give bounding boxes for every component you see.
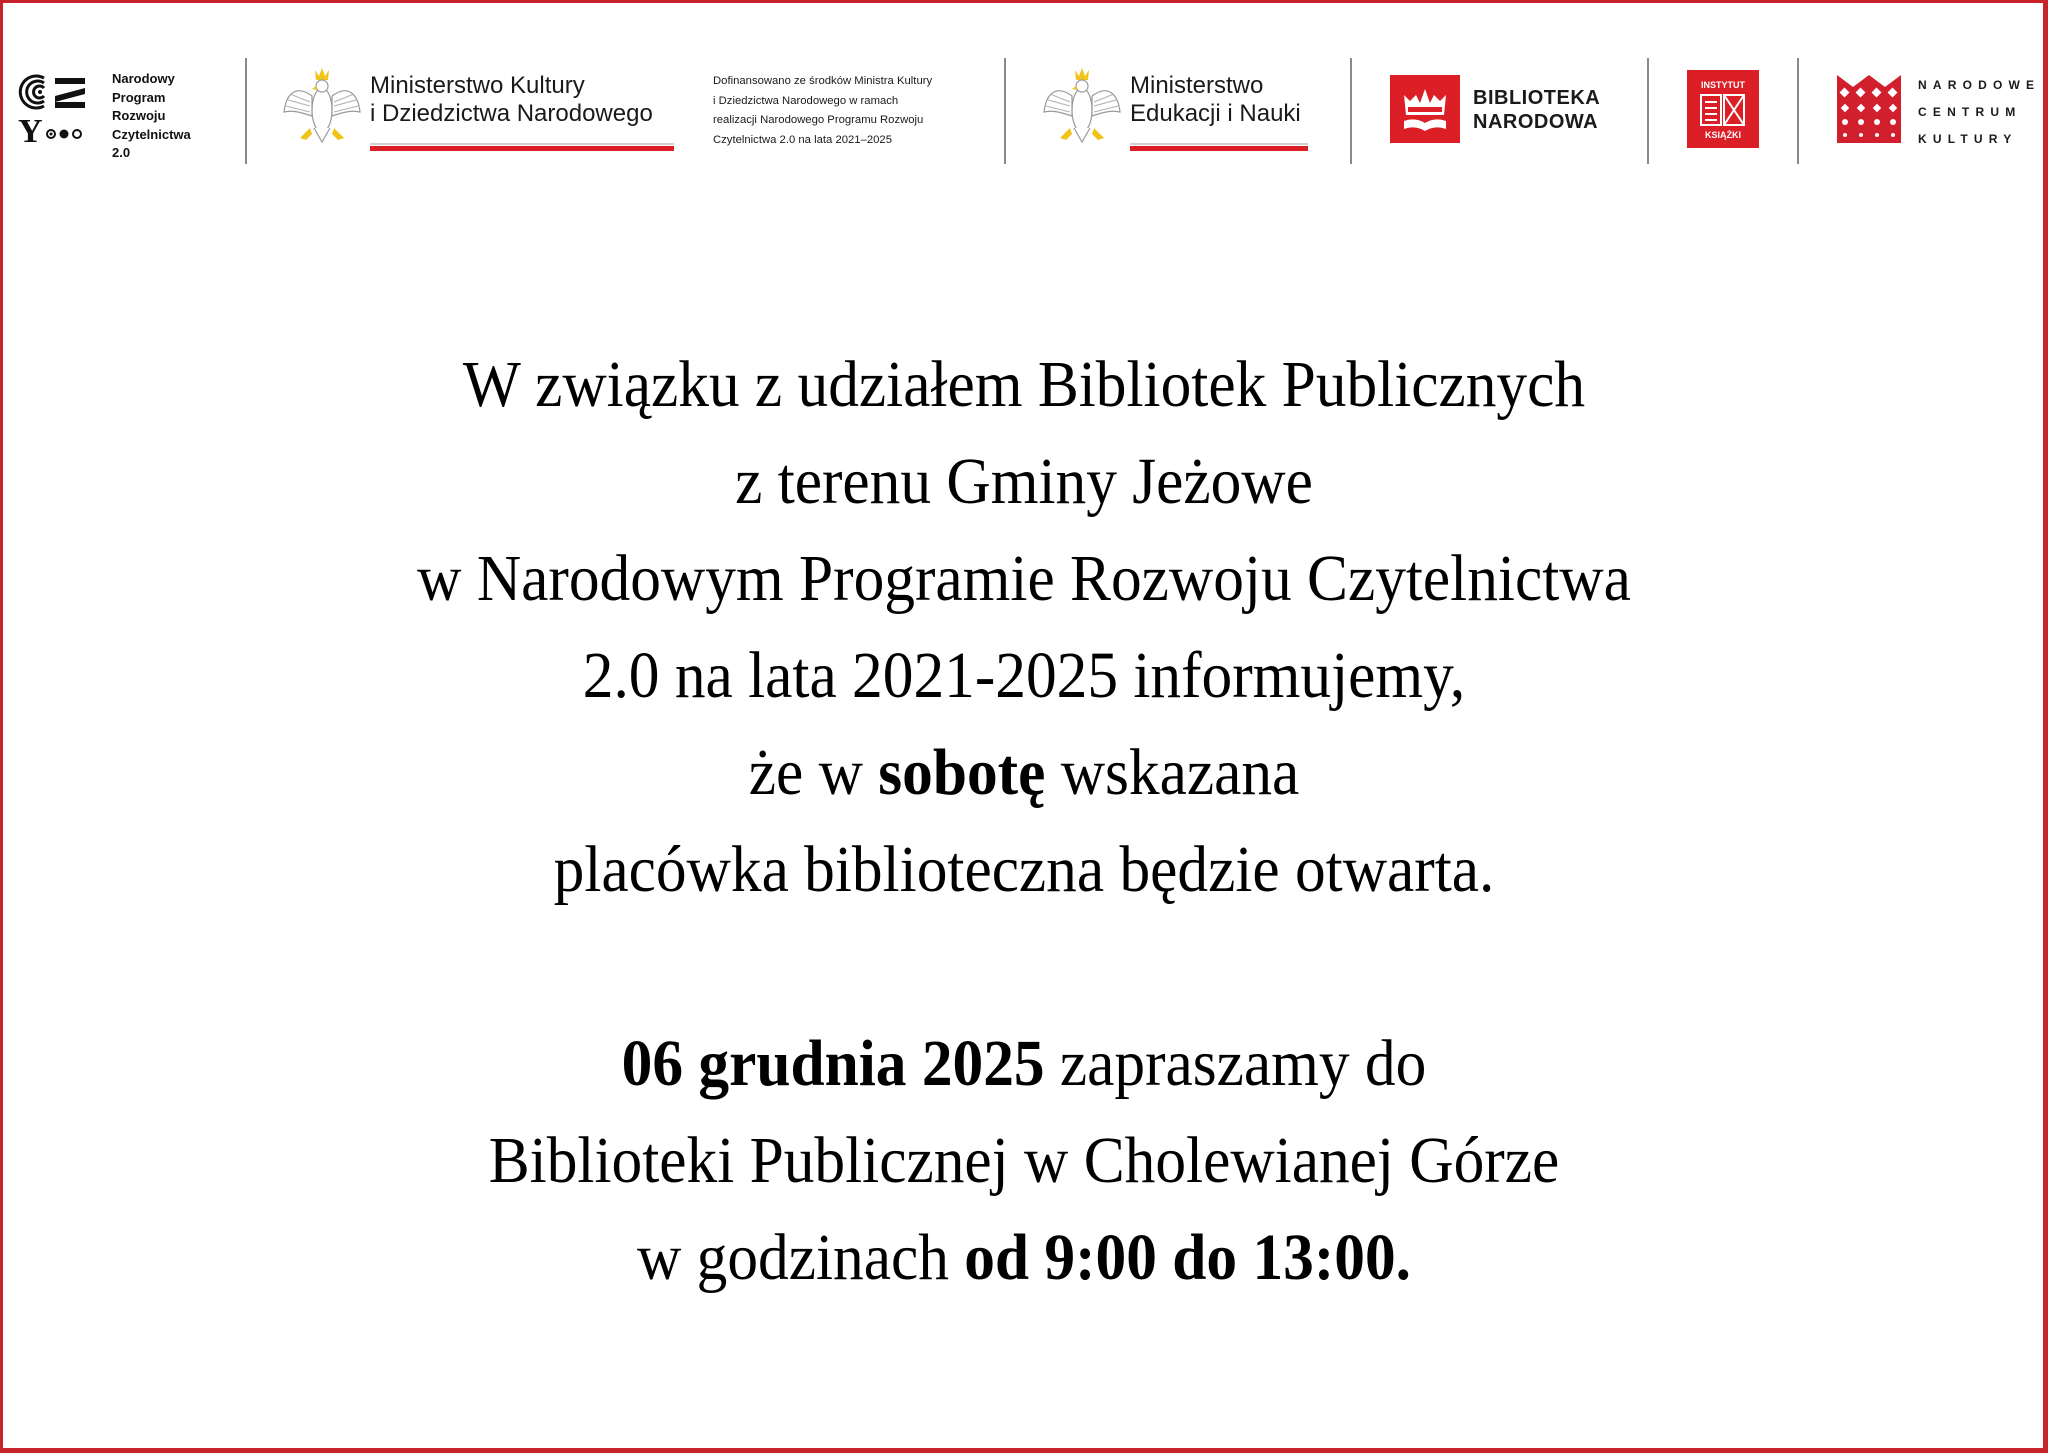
nck-label: NARODOWE CENTRUM KULTURY xyxy=(1918,78,2041,146)
polish-eagle-icon xyxy=(1042,66,1122,152)
date-highlight: 06 grudnia 2025 xyxy=(621,1027,1045,1100)
logo-instytut-ksiazki: INSTYTUT KSIĄŻKI xyxy=(1687,70,1759,148)
nprc-label: Narodowy Program Rozwoju Czytelnictwa 2.0 xyxy=(112,71,191,160)
biblioteka-narodowa-label: BIBLIOTEKA NARODOWA xyxy=(1473,87,1601,133)
announcement-line: w godzinach od 9:00 do 13:00. xyxy=(636,1221,1411,1294)
flag-line-white xyxy=(1130,143,1308,145)
book-ex-icon xyxy=(1700,94,1746,126)
announcement-line: 06 grudnia 2025 zapraszamy do xyxy=(621,1027,1427,1100)
polish-eagle-icon xyxy=(282,66,362,152)
day-highlight: sobotę xyxy=(878,736,1046,809)
announcement-line: W związku z udziałem Bibliotek Publicznych xyxy=(462,348,1586,421)
logo-divider xyxy=(1350,58,1352,164)
hours-highlight: od 9:00 do 13:00. xyxy=(964,1221,1411,1294)
logo-divider xyxy=(245,58,247,164)
crown-book-icon xyxy=(1390,75,1460,143)
logo-divider xyxy=(1004,58,1006,164)
logo-divider xyxy=(1647,58,1649,164)
funding-note: Dofinansowano ze środków Ministra Kultury i Dziedzictwa Narodowego w ramach realizacji Narodowego Programu Rozwoju Czytelnictwa 2.0 na lata 2021–2025 xyxy=(713,75,933,146)
flag-line-red xyxy=(1130,146,1308,151)
logo-divider xyxy=(1797,58,1799,164)
spacer xyxy=(0,918,2048,1015)
sponsor-logo-bar xyxy=(0,0,2048,180)
logo-biblioteka-narodowa-mark xyxy=(1390,75,1460,143)
announcement-line: placówka biblioteczna będzie otwarta. xyxy=(553,833,1495,906)
announcement-line: z terenu Gminy Jeżowe xyxy=(735,445,1313,518)
flag-line-white xyxy=(370,143,674,145)
logo-mkidn xyxy=(282,66,682,156)
nck-crown-icon xyxy=(1837,75,1901,143)
announcement-line: że w sobotę wskazana xyxy=(748,736,1300,809)
announcement-text xyxy=(0,336,2048,1306)
announcement-line: w Narodowym Programie Rozwoju Czytelnictwa xyxy=(417,542,1631,615)
mein-label: Ministerstwo Edukacji i Nauki xyxy=(1130,72,1301,127)
flag-line-red xyxy=(370,146,674,151)
nprc-symbol-icon xyxy=(18,72,90,144)
announcement-line: Biblioteki Publicznej w Cholewianej Górze xyxy=(488,1124,1560,1197)
mkidn-label: Ministerstwo Kultury i Dziedzictwa Narodowego xyxy=(370,72,653,127)
announcement-line: 2.0 na lata 2021-2025 informujemy, xyxy=(582,639,1466,712)
logo-nprc xyxy=(18,70,218,170)
svg-text:Y: Y xyxy=(18,113,43,144)
logo-mein xyxy=(1042,66,1342,156)
